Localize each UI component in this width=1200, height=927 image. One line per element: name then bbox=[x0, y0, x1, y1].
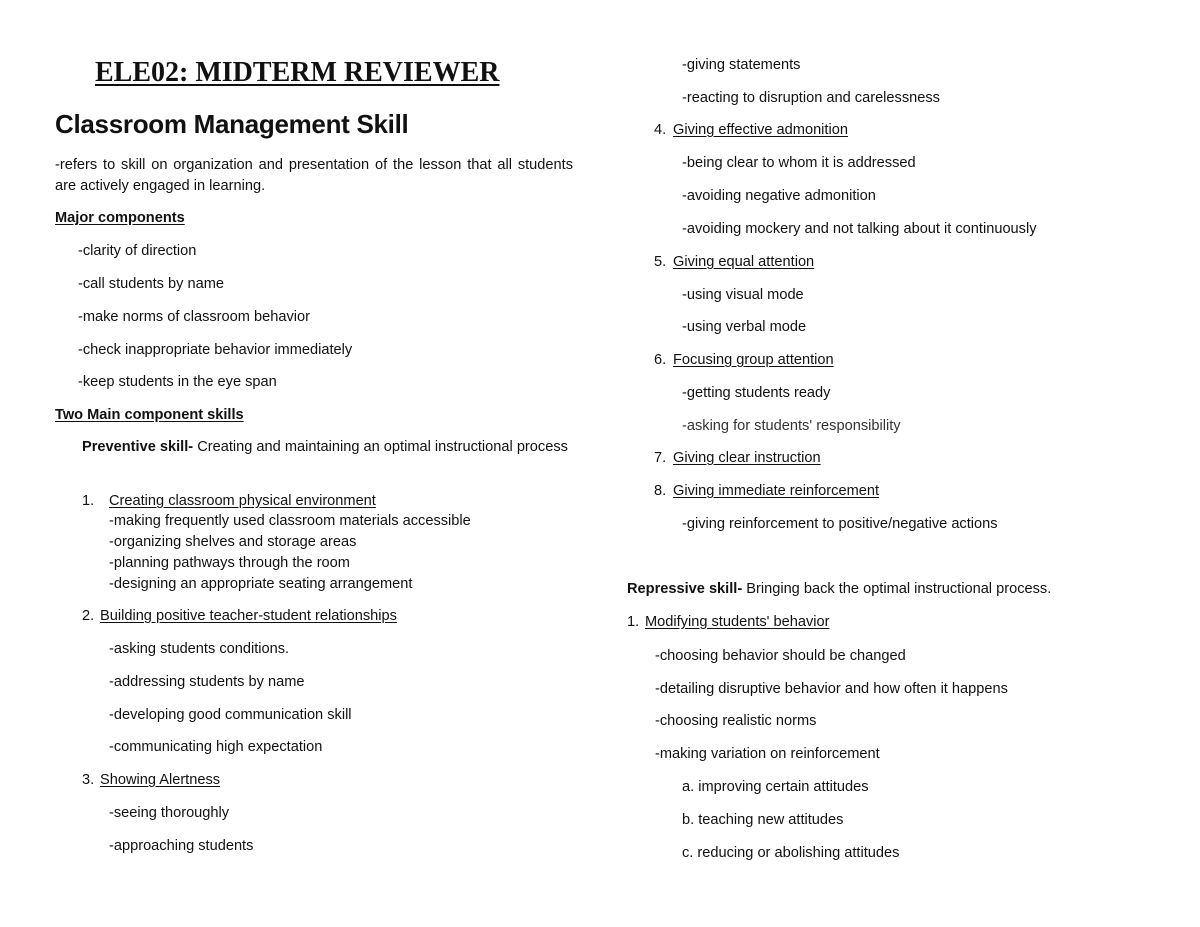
list-number: 7. bbox=[654, 450, 667, 466]
subsection-title: Focusing group attention bbox=[673, 352, 834, 368]
subsection-title: Giving equal attention bbox=[673, 254, 815, 270]
list-item: -making frequently used classroom materials accessible bbox=[109, 513, 471, 529]
subsection-title: Giving clear instruction bbox=[673, 450, 821, 466]
section-heading: Classroom Management Skill bbox=[55, 109, 409, 139]
document-title: ELE02: MIDTERM REVIEWER bbox=[95, 57, 500, 88]
list-item: -addressing students by name bbox=[109, 674, 305, 690]
list-item: -keep students in the eye span bbox=[78, 374, 277, 390]
repressive-skill-label: Repressive skill- bbox=[627, 581, 743, 597]
list-item: -call students by name bbox=[78, 276, 225, 292]
list-item: -using visual mode bbox=[682, 287, 804, 303]
subsection-title: Modifying students' behavior bbox=[645, 614, 830, 630]
list-item: -giving reinforcement to positive/negative actions bbox=[682, 516, 998, 532]
list-number: 1. bbox=[82, 493, 95, 509]
definition-text: -refers to skill on organization and presentation of the lesson that all students are actively engaged in learning. bbox=[55, 157, 573, 194]
list-item: -reacting to disruption and carelessness bbox=[682, 90, 940, 106]
sub-list-item: b. teaching new attitudes bbox=[682, 812, 844, 828]
list-item: -designing an appropriate seating arrangement bbox=[109, 576, 413, 592]
list-item: -choosing behavior should be changed bbox=[655, 648, 906, 664]
list-item: -detailing disruptive behavior and how often it happens bbox=[655, 681, 1008, 697]
list-item: -planning pathways through the room bbox=[109, 555, 350, 571]
list-item: -organizing shelves and storage areas bbox=[109, 534, 357, 550]
preventive-skill-label: Preventive skill- bbox=[82, 439, 194, 455]
list-item: -using verbal mode bbox=[682, 319, 807, 335]
subsection-title: Giving effective admonition bbox=[673, 122, 848, 138]
list-item: -asking students conditions. bbox=[109, 641, 290, 657]
list-item: -getting students ready bbox=[682, 385, 831, 401]
repressive-skill-desc: Bringing back the optimal instructional process. bbox=[742, 581, 1052, 597]
subsection-title: Showing Alertness bbox=[100, 772, 221, 788]
list-item: -avoiding negative admonition bbox=[682, 188, 876, 204]
list-item: -avoiding mockery and not talking about it continuously bbox=[682, 221, 1037, 237]
subsection-title: Giving immediate reinforcement bbox=[673, 483, 880, 499]
major-components-label: Major components bbox=[55, 210, 185, 226]
two-main-components-label: Two Main component skills bbox=[55, 407, 244, 423]
list-number: 6. bbox=[654, 352, 667, 368]
list-item: -approaching students bbox=[109, 838, 254, 854]
list-item: -giving statements bbox=[682, 57, 801, 73]
sub-list-item: a. improving certain attitudes bbox=[682, 779, 869, 795]
list-number: 1. bbox=[627, 614, 640, 630]
list-item: -seeing thoroughly bbox=[109, 805, 230, 821]
list-number: 2. bbox=[82, 608, 95, 624]
list-number: 5. bbox=[654, 254, 667, 270]
list-item: -choosing realistic norms bbox=[655, 713, 817, 729]
list-number: 3. bbox=[82, 772, 95, 788]
list-number: 8. bbox=[654, 483, 667, 499]
subsection-title: Creating classroom physical environment bbox=[109, 493, 376, 509]
preventive-skill-desc: Creating and maintaining an optimal instructional process bbox=[193, 439, 568, 455]
list-number: 4. bbox=[654, 122, 667, 138]
list-item: -check inappropriate behavior immediately bbox=[78, 342, 353, 358]
list-item: -making variation on reinforcement bbox=[655, 746, 880, 762]
preventive-skill-paragraph bbox=[82, 437, 577, 458]
subsection-title: Building positive teacher-student relationships bbox=[100, 608, 397, 624]
list-item: -being clear to whom it is addressed bbox=[682, 155, 916, 171]
repressive-skill-paragraph bbox=[627, 581, 1051, 598]
list-item: -make norms of classroom behavior bbox=[78, 309, 310, 325]
sub-list-item: c. reducing or abolishing attitudes bbox=[682, 845, 900, 861]
list-item: -developing good communication skill bbox=[109, 707, 352, 723]
list-item: -communicating high expectation bbox=[109, 739, 323, 755]
list-item: -asking for students' responsibility bbox=[682, 418, 901, 434]
list-item: -clarity of direction bbox=[78, 243, 197, 259]
